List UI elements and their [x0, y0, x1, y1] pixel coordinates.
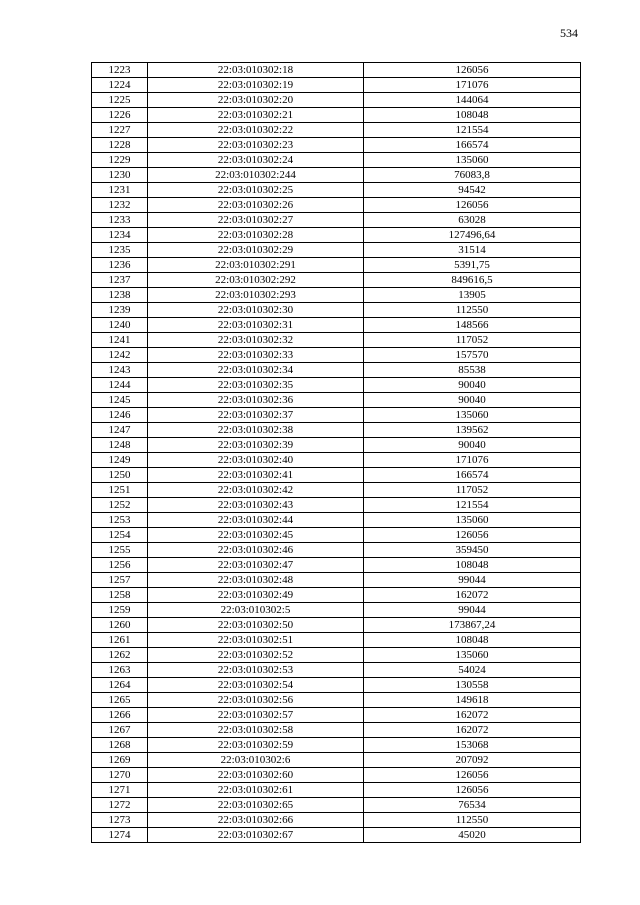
value-cell: 31514	[364, 243, 581, 258]
table-row	[92, 648, 581, 663]
value-cell: 117052	[364, 483, 581, 498]
row-number-cell: 1261	[92, 633, 148, 648]
row-number-cell: 1235	[92, 243, 148, 258]
value-cell: 162072	[364, 723, 581, 738]
row-number-cell: 1241	[92, 333, 148, 348]
value-cell: 135060	[364, 513, 581, 528]
table-row	[92, 393, 581, 408]
value-cell: 173867,24	[364, 618, 581, 633]
cadastral-number-cell: 22:03:010302:67	[148, 828, 364, 843]
cadastral-number-cell: 22:03:010302:34	[148, 363, 364, 378]
table-body	[92, 63, 581, 843]
table-row	[92, 288, 581, 303]
table-row	[92, 813, 581, 828]
value-cell: 127496,64	[364, 228, 581, 243]
row-number-cell: 1269	[92, 753, 148, 768]
cadastral-number-cell: 22:03:010302:31	[148, 318, 364, 333]
value-cell: 171076	[364, 453, 581, 468]
row-number-cell: 1230	[92, 168, 148, 183]
cadastral-number-cell: 22:03:010302:36	[148, 393, 364, 408]
row-number-cell: 1243	[92, 363, 148, 378]
table-row	[92, 513, 581, 528]
table-row	[92, 333, 581, 348]
value-cell: 76534	[364, 798, 581, 813]
value-cell: 149618	[364, 693, 581, 708]
row-number-cell: 1247	[92, 423, 148, 438]
cadastral-number-cell: 22:03:010302:48	[148, 573, 364, 588]
cadastral-number-cell: 22:03:010302:53	[148, 663, 364, 678]
value-cell: 126056	[364, 783, 581, 798]
value-cell: 359450	[364, 543, 581, 558]
value-cell: 108048	[364, 558, 581, 573]
cadastral-number-cell: 22:03:010302:244	[148, 168, 364, 183]
cadastral-number-cell: 22:03:010302:6	[148, 753, 364, 768]
row-number-cell: 1267	[92, 723, 148, 738]
row-number-cell: 1256	[92, 558, 148, 573]
row-number-cell: 1263	[92, 663, 148, 678]
table-row	[92, 138, 581, 153]
row-number-cell: 1260	[92, 618, 148, 633]
table-row	[92, 528, 581, 543]
cadastral-number-cell: 22:03:010302:26	[148, 198, 364, 213]
table-row	[92, 558, 581, 573]
cadastral-number-cell: 22:03:010302:39	[148, 438, 364, 453]
value-cell: 108048	[364, 633, 581, 648]
cadastral-value-table	[91, 62, 581, 843]
table-row	[92, 78, 581, 93]
value-cell: 148566	[364, 318, 581, 333]
row-number-cell: 1239	[92, 303, 148, 318]
value-cell: 99044	[364, 603, 581, 618]
row-number-cell: 1265	[92, 693, 148, 708]
table-row	[92, 168, 581, 183]
table-row	[92, 93, 581, 108]
table-row	[92, 498, 581, 513]
table-row	[92, 543, 581, 558]
cadastral-number-cell: 22:03:010302:291	[148, 258, 364, 273]
value-cell: 157570	[364, 348, 581, 363]
value-cell: 207092	[364, 753, 581, 768]
row-number-cell: 1255	[92, 543, 148, 558]
row-number-cell: 1237	[92, 273, 148, 288]
table-row	[92, 273, 581, 288]
table-row	[92, 408, 581, 423]
value-cell: 63028	[364, 213, 581, 228]
row-number-cell: 1234	[92, 228, 148, 243]
value-cell: 13905	[364, 288, 581, 303]
value-cell: 162072	[364, 588, 581, 603]
table-row	[92, 108, 581, 123]
table-row	[92, 153, 581, 168]
row-number-cell: 1249	[92, 453, 148, 468]
cadastral-number-cell: 22:03:010302:25	[148, 183, 364, 198]
table-row	[92, 183, 581, 198]
row-number-cell: 1268	[92, 738, 148, 753]
cadastral-number-cell: 22:03:010302:66	[148, 813, 364, 828]
table-row	[92, 363, 581, 378]
value-cell: 153068	[364, 738, 581, 753]
value-cell: 171076	[364, 78, 581, 93]
table-row	[92, 618, 581, 633]
value-cell: 126056	[364, 63, 581, 78]
table-row	[92, 378, 581, 393]
row-number-cell: 1264	[92, 678, 148, 693]
table-row	[92, 693, 581, 708]
value-cell: 135060	[364, 153, 581, 168]
row-number-cell: 1233	[92, 213, 148, 228]
cadastral-number-cell: 22:03:010302:19	[148, 78, 364, 93]
value-cell: 121554	[364, 498, 581, 513]
cadastral-number-cell: 22:03:010302:5	[148, 603, 364, 618]
cadastral-number-cell: 22:03:010302:45	[148, 528, 364, 543]
table-row	[92, 723, 581, 738]
table-row	[92, 468, 581, 483]
table-row	[92, 738, 581, 753]
row-number-cell: 1225	[92, 93, 148, 108]
cadastral-number-cell: 22:03:010302:35	[148, 378, 364, 393]
row-number-cell: 1246	[92, 408, 148, 423]
value-cell: 90040	[364, 378, 581, 393]
row-number-cell: 1229	[92, 153, 148, 168]
cadastral-number-cell: 22:03:010302:18	[148, 63, 364, 78]
table-row	[92, 453, 581, 468]
table-row	[92, 678, 581, 693]
value-cell: 166574	[364, 138, 581, 153]
value-cell: 54024	[364, 663, 581, 678]
value-cell: 144064	[364, 93, 581, 108]
cadastral-number-cell: 22:03:010302:43	[148, 498, 364, 513]
table-row	[92, 123, 581, 138]
row-number-cell: 1240	[92, 318, 148, 333]
cadastral-number-cell: 22:03:010302:40	[148, 453, 364, 468]
cadastral-number-cell: 22:03:010302:27	[148, 213, 364, 228]
cadastral-number-cell: 22:03:010302:29	[148, 243, 364, 258]
row-number-cell: 1259	[92, 603, 148, 618]
cadastral-number-cell: 22:03:010302:51	[148, 633, 364, 648]
row-number-cell: 1273	[92, 813, 148, 828]
cadastral-number-cell: 22:03:010302:58	[148, 723, 364, 738]
row-number-cell: 1257	[92, 573, 148, 588]
table-row	[92, 708, 581, 723]
value-cell: 99044	[364, 573, 581, 588]
row-number-cell: 1250	[92, 468, 148, 483]
value-cell: 135060	[364, 648, 581, 663]
row-number-cell: 1274	[92, 828, 148, 843]
row-number-cell: 1270	[92, 768, 148, 783]
cadastral-number-cell: 22:03:010302:22	[148, 123, 364, 138]
value-cell: 135060	[364, 408, 581, 423]
table-row	[92, 483, 581, 498]
table-row	[92, 633, 581, 648]
cadastral-number-cell: 22:03:010302:32	[148, 333, 364, 348]
value-cell: 112550	[364, 303, 581, 318]
value-cell: 108048	[364, 108, 581, 123]
table-row	[92, 438, 581, 453]
row-number-cell: 1236	[92, 258, 148, 273]
table-row	[92, 828, 581, 843]
row-number-cell: 1252	[92, 498, 148, 513]
table-row	[92, 348, 581, 363]
table-row	[92, 588, 581, 603]
value-cell: 90040	[364, 438, 581, 453]
row-number-cell: 1224	[92, 78, 148, 93]
cadastral-number-cell: 22:03:010302:37	[148, 408, 364, 423]
table-row	[92, 213, 581, 228]
cadastral-number-cell: 22:03:010302:292	[148, 273, 364, 288]
value-cell: 162072	[364, 708, 581, 723]
cadastral-number-cell: 22:03:010302:33	[148, 348, 364, 363]
row-number-cell: 1272	[92, 798, 148, 813]
cadastral-number-cell: 22:03:010302:28	[148, 228, 364, 243]
row-number-cell: 1245	[92, 393, 148, 408]
value-cell: 849616,5	[364, 273, 581, 288]
cadastral-number-cell: 22:03:010302:38	[148, 423, 364, 438]
row-number-cell: 1232	[92, 198, 148, 213]
value-cell: 126056	[364, 528, 581, 543]
row-number-cell: 1253	[92, 513, 148, 528]
table-row	[92, 753, 581, 768]
row-number-cell: 1251	[92, 483, 148, 498]
value-cell: 117052	[364, 333, 581, 348]
table-row	[92, 243, 581, 258]
value-cell: 126056	[364, 198, 581, 213]
table-row	[92, 798, 581, 813]
cadastral-number-cell: 22:03:010302:44	[148, 513, 364, 528]
table-row	[92, 783, 581, 798]
value-cell: 166574	[364, 468, 581, 483]
value-cell: 126056	[364, 768, 581, 783]
row-number-cell: 1231	[92, 183, 148, 198]
cadastral-number-cell: 22:03:010302:47	[148, 558, 364, 573]
row-number-cell: 1254	[92, 528, 148, 543]
row-number-cell: 1227	[92, 123, 148, 138]
cadastral-number-cell: 22:03:010302:30	[148, 303, 364, 318]
cadastral-number-cell: 22:03:010302:20	[148, 93, 364, 108]
table-row	[92, 228, 581, 243]
cadastral-number-cell: 22:03:010302:293	[148, 288, 364, 303]
cadastral-number-cell: 22:03:010302:21	[148, 108, 364, 123]
value-cell: 112550	[364, 813, 581, 828]
cadastral-number-cell: 22:03:010302:41	[148, 468, 364, 483]
cadastral-number-cell: 22:03:010302:46	[148, 543, 364, 558]
cadastral-number-cell: 22:03:010302:57	[148, 708, 364, 723]
page-number: 534	[560, 26, 578, 40]
cadastral-number-cell: 22:03:010302:60	[148, 768, 364, 783]
cadastral-number-cell: 22:03:010302:61	[148, 783, 364, 798]
row-number-cell: 1266	[92, 708, 148, 723]
row-number-cell: 1271	[92, 783, 148, 798]
table-row	[92, 198, 581, 213]
value-cell: 130558	[364, 678, 581, 693]
value-cell: 90040	[364, 393, 581, 408]
row-number-cell: 1228	[92, 138, 148, 153]
cadastral-number-cell: 22:03:010302:50	[148, 618, 364, 633]
table-row	[92, 603, 581, 618]
row-number-cell: 1223	[92, 63, 148, 78]
table-row	[92, 768, 581, 783]
table-row	[92, 258, 581, 273]
table-row	[92, 63, 581, 78]
cadastral-number-cell: 22:03:010302:59	[148, 738, 364, 753]
cadastral-number-cell: 22:03:010302:52	[148, 648, 364, 663]
row-number-cell: 1258	[92, 588, 148, 603]
row-number-cell: 1226	[92, 108, 148, 123]
cadastral-number-cell: 22:03:010302:49	[148, 588, 364, 603]
cadastral-number-cell: 22:03:010302:42	[148, 483, 364, 498]
table-row	[92, 318, 581, 333]
value-cell: 45020	[364, 828, 581, 843]
row-number-cell: 1238	[92, 288, 148, 303]
cadastral-number-cell: 22:03:010302:65	[148, 798, 364, 813]
value-cell: 5391,75	[364, 258, 581, 273]
value-cell: 94542	[364, 183, 581, 198]
value-cell: 121554	[364, 123, 581, 138]
table-row	[92, 663, 581, 678]
value-cell: 139562	[364, 423, 581, 438]
table-row	[92, 423, 581, 438]
table-row	[92, 303, 581, 318]
row-number-cell: 1248	[92, 438, 148, 453]
value-cell: 85538	[364, 363, 581, 378]
cadastral-number-cell: 22:03:010302:54	[148, 678, 364, 693]
cadastral-number-cell: 22:03:010302:24	[148, 153, 364, 168]
row-number-cell: 1242	[92, 348, 148, 363]
cadastral-number-cell: 22:03:010302:56	[148, 693, 364, 708]
row-number-cell: 1262	[92, 648, 148, 663]
cadastral-number-cell: 22:03:010302:23	[148, 138, 364, 153]
value-cell: 76083,8	[364, 168, 581, 183]
table-row	[92, 573, 581, 588]
row-number-cell: 1244	[92, 378, 148, 393]
